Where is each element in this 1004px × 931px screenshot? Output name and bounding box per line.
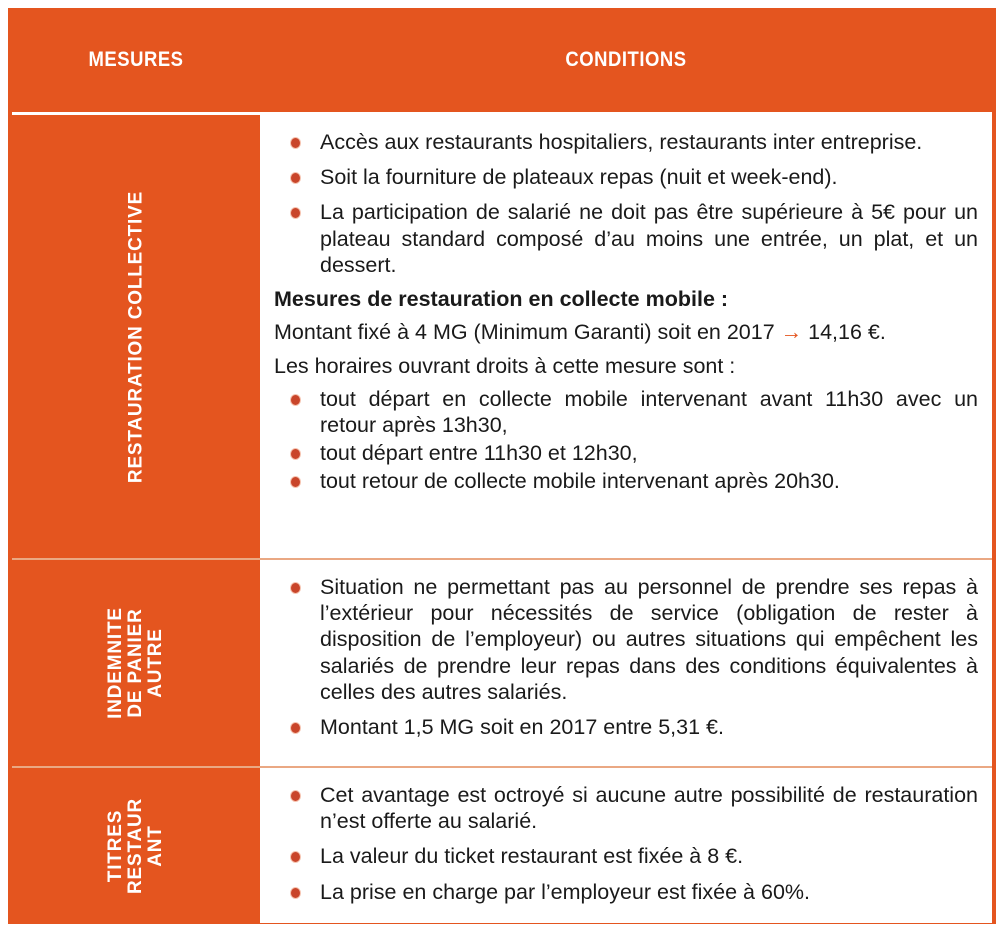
measure-label-line: INDEMNITE — [105, 607, 127, 719]
conditions-cell-indemnite-de-panier-autre — [260, 560, 992, 766]
conditions-bullet-list — [274, 129, 978, 278]
measures-conditions-table — [8, 8, 996, 924]
amount-value-text: 14,16 €. — [802, 320, 886, 345]
list-item: Cet avantage est octroyé si aucune autre possibilité de restauration n’est offerte au salarié. — [274, 782, 978, 834]
measure-label-line: AUTRE — [144, 628, 166, 698]
measure-label-line: ANT — [144, 824, 166, 867]
conditions-cell-restauration-collective — [260, 115, 992, 558]
measure-label-titres-restaurant — [106, 797, 166, 893]
list-item: Situation ne permettant pas au personnel de prendre ses repas à l’extérieur pour nécessités de service (obligation de rester à disposition de l’employeur) ou autres situations qui empêchent les salariés de prendre leur repas dans des conditions équivalentes à celles des autres salariés. — [274, 574, 978, 705]
table-row — [12, 115, 992, 558]
column-header-measures — [27, 8, 245, 112]
table-header-row — [12, 8, 992, 115]
conditions-bullet-list — [274, 574, 978, 740]
amount-prefix-text: Montant fixé à 4 MG (Minimum Garanti) soit en 2017 — [274, 320, 781, 345]
measure-cell-indemnite-de-panier-autre — [12, 560, 260, 766]
list-item: La prise en charge par l’employeur est fixée à 60%. — [274, 879, 978, 905]
conditions-schedule-intro: Les horaires ouvrant droits à cette mesure sont : — [274, 353, 736, 378]
measure-label-line: RESTAUR — [125, 797, 147, 894]
list-item: tout retour de collecte mobile intervenant après 20h30. — [274, 468, 978, 494]
table-row — [12, 558, 992, 766]
list-item: Montant 1,5 MG soit en 2017 entre 5,31 €. — [274, 714, 978, 740]
column-header-conditions-label: CONDITIONS — [565, 48, 687, 71]
column-header-measures-label: MESURES — [88, 48, 184, 71]
measure-label-indemnite-de-panier-autre — [106, 607, 166, 719]
arrow-right-icon: → — [780, 320, 803, 345]
list-item: La valeur du ticket restaurant est fixée à 8 €. — [274, 843, 978, 869]
list-item: La participation de salarié ne doit pas être supérieure à 5€ pour un plateau standard composé d’au moins une entrée, un plat, et un dessert. — [274, 199, 978, 278]
measure-label-line: RESTAURATION COLLECTIVE — [125, 190, 147, 483]
conditions-amount-line — [274, 319, 978, 345]
column-header-conditions — [304, 8, 948, 112]
measure-label-restauration-collective — [125, 190, 146, 482]
measure-cell-titres-restaurant — [12, 768, 260, 923]
list-item: Soit la fourniture de plateaux repas (nuit et week-end). — [274, 164, 978, 190]
conditions-subtitle: Mesures de restauration en collecte mobile : — [274, 287, 729, 312]
table-row — [12, 766, 992, 923]
list-item: Accès aux restaurants hospitaliers, restaurants inter entreprise. — [274, 129, 978, 155]
list-item: tout départ entre 11h30 et 12h30, — [274, 440, 978, 466]
measure-label-line: TITRES — [105, 809, 127, 882]
measure-label-line: DE PANIER — [125, 608, 147, 718]
list-item: tout départ en collecte mobile intervenant avant 11h30 avec un retour après 13h30, — [274, 386, 978, 438]
conditions-bullet-list — [274, 782, 978, 905]
conditions-cell-titres-restaurant — [260, 768, 992, 923]
measure-cell-restauration-collective — [12, 115, 260, 558]
conditions-schedule-bullet-list — [274, 386, 978, 495]
